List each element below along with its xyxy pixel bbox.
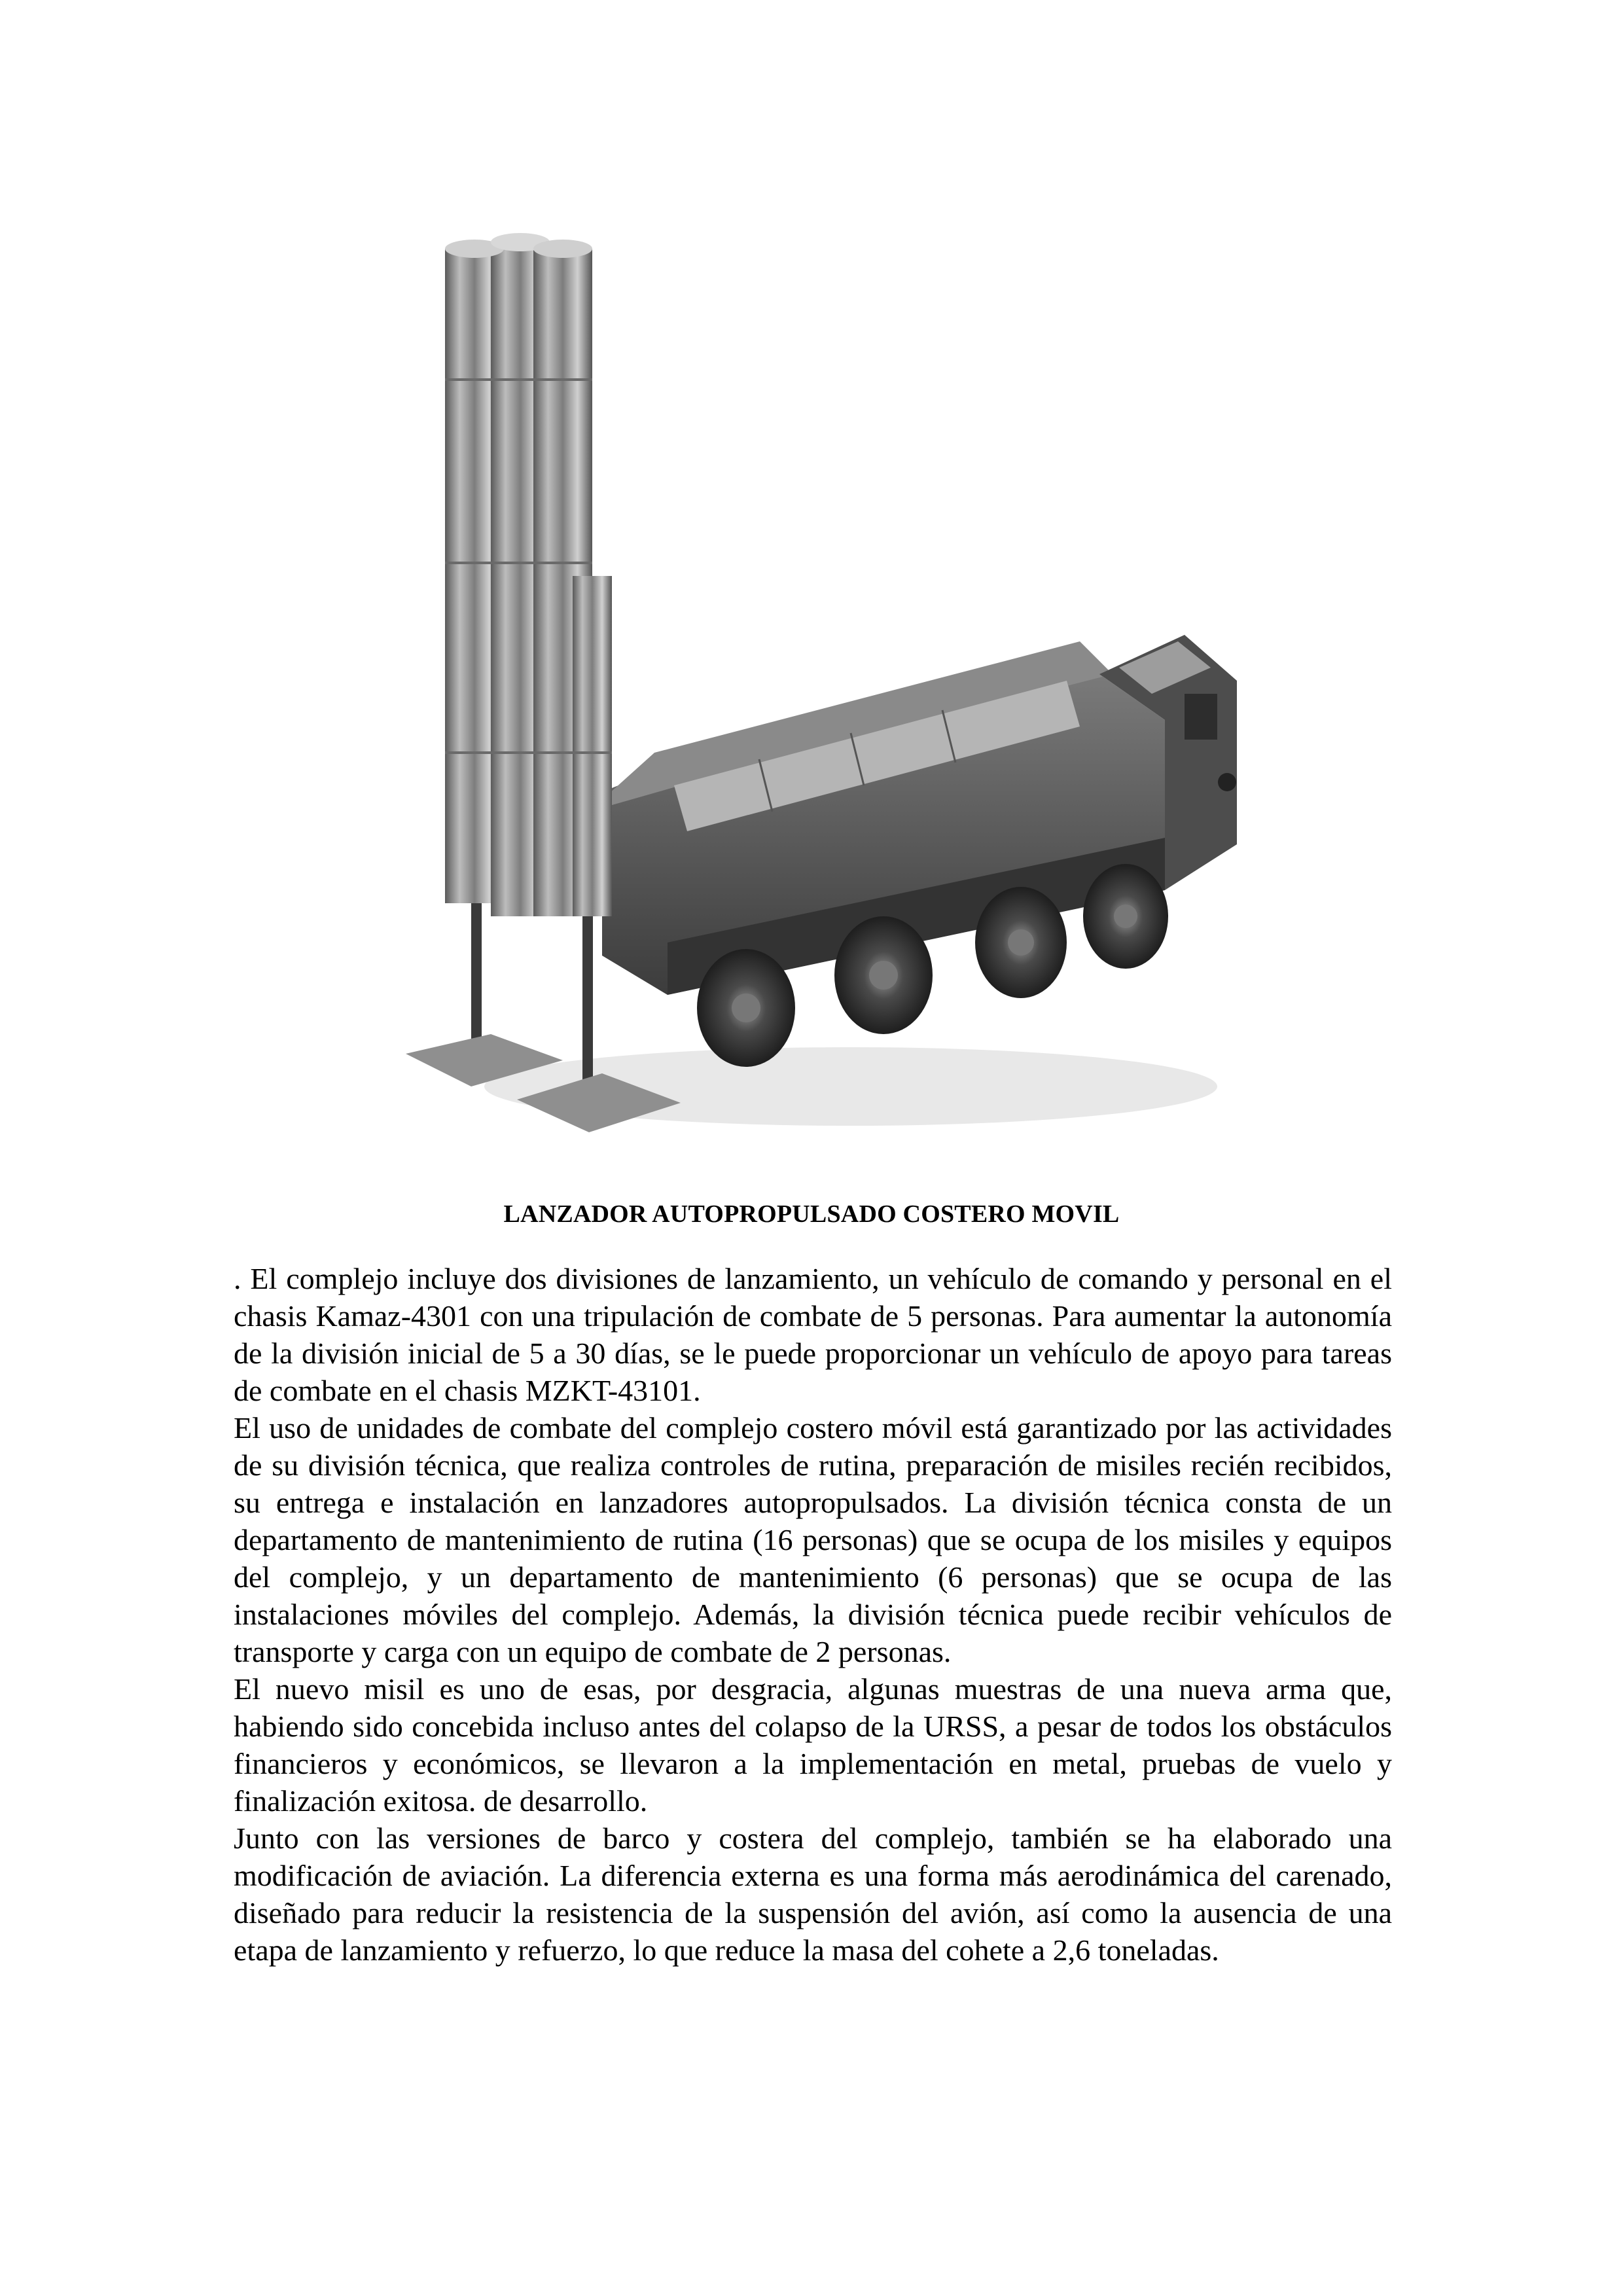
launch-tubes: [445, 233, 612, 916]
paragraph: . El complejo incluye dos divisiones de lanzamiento, un vehículo de comando y personal en el chasis Kamaz-4301 con una tripulación de combate de 5 personas. Para aumentar la autonomía de la división inicial de 5 a 30 días, se le puede proporcionar un vehículo de apoyo para tareas de combate en el chasis MZKT-43101.: [234, 1262, 1392, 1407]
paragraph: El uso de unidades de combate del complejo costero móvil está garantizado por las actividades de su división técnica, que realiza controles de rutina, preparación de misiles recién recibidos, su entrega e instalación en lanzadores autopropulsados. La división técnica consta de un departamento de mantenimiento de rutina (16 personas) que se ocupa de los misiles y equipos del complejo, y un departamento de mantenimiento (6 personas) que se ocupa de las instalaciones móviles del complejo. Además, la división técnica puede recibir vehículos de transporte y carga con un equipo de combate de 2 personas.: [234, 1411, 1392, 1668]
paragraph: Junto con las versiones de barco y costera del complejo, también se ha elaborado una modificación de aviación. La diferencia externa es una forma más aerodinámica del carenado, diseñado para reducir la resistencia de la suspensión del avión, así como la ausencia de una etapa de lanzamiento y refuerzo, lo que reduce la masa del cohete a 2,6 toneladas.: [234, 1821, 1392, 1967]
figure-caption: LANZADOR AUTOPROPULSADO COSTERO MOVIL: [503, 1200, 1120, 1228]
body-text: [234, 1260, 1392, 1969]
paragraph: El nuevo misil es uno de esas, por desgracia, algunas muestras de una nueva arma que, habiendo sido concebida incluso antes del colapso de la URSS, a pesar de todos los obstáculos financieros y económicos, se llevaron a la implementación en metal, pruebas de vuelo y finalización exitosa. de desarrollo.: [234, 1672, 1392, 1818]
launcher-vehicle-photo: [393, 223, 1243, 1191]
